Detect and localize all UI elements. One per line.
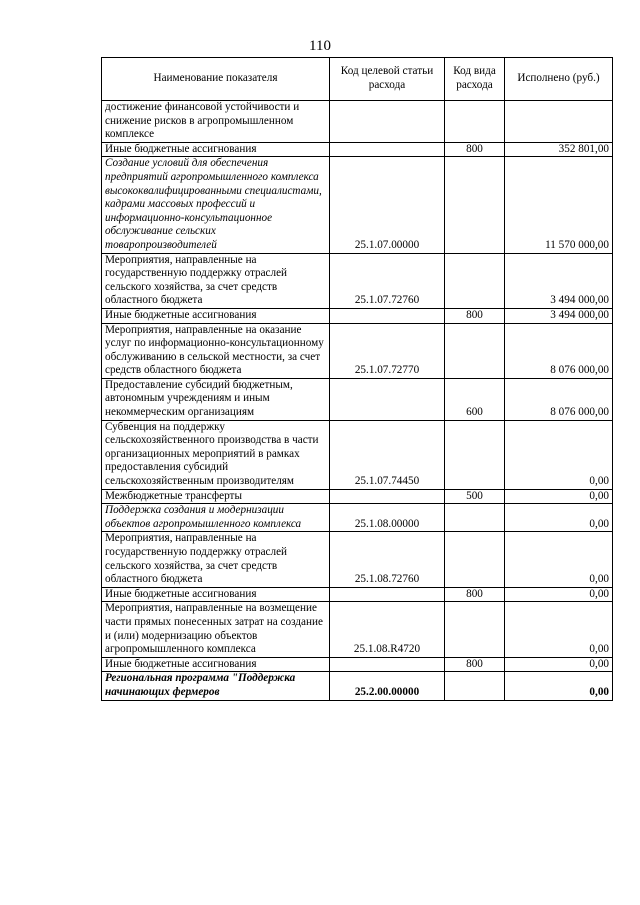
row-code (330, 378, 445, 420)
row-executed: 3 494 000,00 (505, 308, 613, 323)
row-executed: 8 076 000,00 (505, 323, 613, 378)
header-executed: Исполнено (руб.) (505, 58, 613, 101)
row-kind: 500 (445, 489, 505, 504)
row-kind: 800 (445, 657, 505, 672)
row-code (330, 308, 445, 323)
row-executed: 8 076 000,00 (505, 378, 613, 420)
row-name: Мероприятия, направленные на государственную поддержку отраслей сельского хозяйства, за счет средств областного бюджета (102, 532, 330, 587)
row-code: 25.1.07.00000 (330, 157, 445, 253)
row-executed: 352 801,00 (505, 142, 613, 157)
row-kind (445, 323, 505, 378)
row-name: Межбюджетные трансферты (102, 489, 330, 504)
row-code: 25.1.07.72760 (330, 253, 445, 308)
row-name: Региональная программа "Поддержка начинающих фермеров (102, 672, 330, 700)
page-number: 110 (309, 38, 331, 54)
row-executed: 3 494 000,00 (505, 253, 613, 308)
row-kind: 800 (445, 308, 505, 323)
row-executed (505, 101, 613, 143)
row-name: Поддержка создания и модернизации объектов агропромышленного комплекса (102, 504, 330, 532)
row-kind (445, 420, 505, 489)
row-kind (445, 504, 505, 532)
row-executed: 0,00 (505, 532, 613, 587)
row-kind (445, 672, 505, 700)
row-code (330, 587, 445, 602)
table-row (102, 157, 613, 253)
budget-table (101, 57, 613, 701)
row-name: Мероприятия, направленные на возмещение части прямых понесенных затрат на создание и (или) модернизацию объектов агропромышленного комплекса (102, 602, 330, 657)
row-kind (445, 532, 505, 587)
table-row (102, 308, 613, 323)
row-code: 25.1.08.R4720 (330, 602, 445, 657)
row-executed: 11 570 000,00 (505, 157, 613, 253)
row-kind (445, 602, 505, 657)
row-executed: 0,00 (505, 420, 613, 489)
row-executed: 0,00 (505, 587, 613, 602)
row-code: 25.1.07.72770 (330, 323, 445, 378)
row-name: Мероприятия, направленные на государственную поддержку отраслей сельского хозяйства, за счет средств областного бюджета (102, 253, 330, 308)
table-header-row (102, 58, 613, 101)
table-row (102, 323, 613, 378)
row-executed: 0,00 (505, 672, 613, 700)
row-name: Иные бюджетные ассигнования (102, 142, 330, 157)
row-kind (445, 101, 505, 143)
row-code: 25.1.08.72760 (330, 532, 445, 587)
table-row (102, 587, 613, 602)
row-name: Иные бюджетные ассигнования (102, 657, 330, 672)
row-kind (445, 253, 505, 308)
row-code: 25.1.07.74450 (330, 420, 445, 489)
row-name: Мероприятия, направленные на оказание услуг по информационно-консультационному обслуживанию в сельской местности, за счет средств областного бюджета (102, 323, 330, 378)
table-row (102, 657, 613, 672)
table-row (102, 142, 613, 157)
table-row (102, 504, 613, 532)
header-code: Код целевой статьи расхода (330, 58, 445, 101)
row-executed: 0,00 (505, 489, 613, 504)
table-row (102, 420, 613, 489)
table-row (102, 378, 613, 420)
row-code: 25.2.00.00000 (330, 672, 445, 700)
row-name: Предоставление субсидий бюджетным, автономным учреждениям и иным некоммерческим организациям (102, 378, 330, 420)
table-row (102, 602, 613, 657)
table-row (102, 532, 613, 587)
row-name: Иные бюджетные ассигнования (102, 308, 330, 323)
table-row (102, 253, 613, 308)
row-code (330, 142, 445, 157)
table-row (102, 101, 613, 143)
row-executed: 0,00 (505, 504, 613, 532)
row-code (330, 101, 445, 143)
row-name: Создание условий для обеспечения предприятий агропромышленного комплекса высококвалифицированными специалистами, кадрами массовых профессий и информационно-консультационное обслуживание сельских товаропроизводителей (102, 157, 330, 253)
header-name: Наименование показателя (102, 58, 330, 101)
row-code (330, 657, 445, 672)
row-code: 25.1.08.00000 (330, 504, 445, 532)
row-name: достижение финансовой устойчивости и снижение рисков в агропромышленном комплексе (102, 101, 330, 143)
row-kind: 800 (445, 587, 505, 602)
header-kind: Код вида расхода (445, 58, 505, 101)
row-executed: 0,00 (505, 602, 613, 657)
row-code (330, 489, 445, 504)
row-name: Субвенция на поддержку сельскохозяйственного производства в части организационных мероприятий в рамках предоставления субсидий сельскохозяйственным производителям (102, 420, 330, 489)
row-kind (445, 157, 505, 253)
row-kind: 800 (445, 142, 505, 157)
table-row (102, 672, 613, 700)
table-row (102, 489, 613, 504)
row-name: Иные бюджетные ассигнования (102, 587, 330, 602)
row-executed: 0,00 (505, 657, 613, 672)
row-kind: 600 (445, 378, 505, 420)
